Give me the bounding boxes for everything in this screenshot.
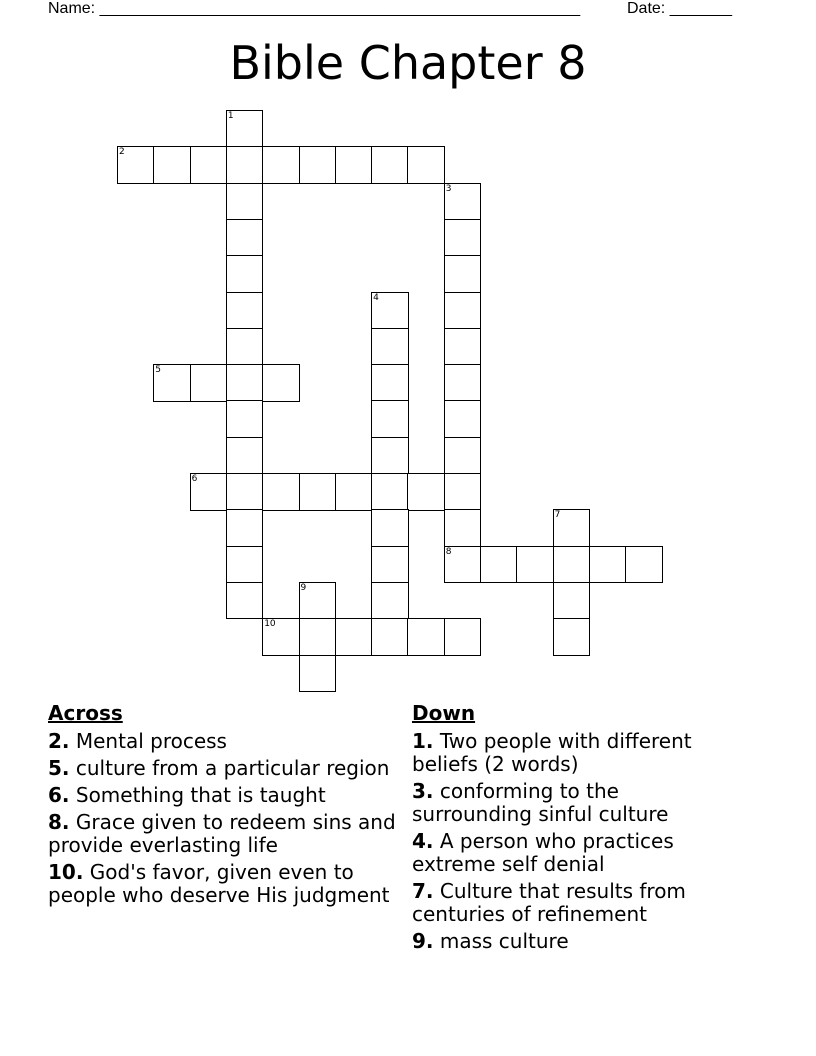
clue-number: 5.	[48, 756, 70, 780]
clue-text: culture from a particular region	[69, 756, 390, 780]
clue-number: 7.	[412, 879, 434, 903]
clue-number: 10.	[48, 860, 84, 884]
date-label: Date: _______	[627, 0, 732, 17]
clue-text: Mental process	[69, 729, 227, 753]
clue-text: Something that is taught	[69, 783, 326, 807]
grid-cell[interactable]	[190, 473, 228, 511]
grid-cell[interactable]	[226, 400, 264, 438]
grid-cell[interactable]	[553, 509, 591, 547]
clue-number: 6.	[48, 783, 70, 807]
grid-cell[interactable]	[553, 618, 591, 656]
grid-cell[interactable]	[371, 328, 409, 366]
clue-number-label: 2	[119, 147, 125, 158]
grid-cell[interactable]	[299, 582, 337, 620]
grid-cell[interactable]	[335, 473, 373, 511]
clue-text: conforming to the surrounding sinful culture	[412, 779, 669, 826]
grid-cell[interactable]	[371, 364, 409, 402]
down-clue	[412, 930, 742, 953]
across-clues	[48, 702, 408, 911]
grid-cell[interactable]	[371, 618, 409, 656]
grid-cell[interactable]	[335, 146, 373, 184]
grid-cell[interactable]	[226, 546, 264, 584]
across-clue	[48, 784, 408, 807]
grid-cell[interactable]	[625, 546, 663, 584]
grid-cell[interactable]	[226, 437, 264, 475]
grid-cell[interactable]	[444, 437, 482, 475]
grid-cell[interactable]	[480, 546, 518, 584]
grid-cell[interactable]	[444, 546, 482, 584]
grid-cell[interactable]	[444, 328, 482, 366]
grid-cell[interactable]	[444, 509, 482, 547]
grid-cell[interactable]	[153, 146, 191, 184]
grid-cell[interactable]	[444, 292, 482, 330]
grid-cell[interactable]	[226, 146, 264, 184]
clue-text: A person who practices extreme self denial	[412, 829, 674, 876]
grid-cell[interactable]	[226, 582, 264, 620]
grid-cell[interactable]	[444, 255, 482, 293]
grid-cell[interactable]	[299, 655, 337, 693]
across-clue	[48, 861, 408, 907]
clue-number-label: 7	[554, 510, 561, 521]
clue-text: Two people with different beliefs (2 words)	[412, 729, 692, 776]
down-clue	[412, 780, 742, 826]
across-clue	[48, 757, 408, 780]
grid-cell[interactable]	[371, 437, 409, 475]
clue-number-label: 10	[264, 619, 276, 630]
clue-text: mass culture	[433, 929, 569, 953]
name-label: Name: ______________________________________________________	[48, 0, 581, 17]
clue-number: 9.	[412, 929, 434, 953]
clue-number-label: 4	[373, 292, 379, 303]
grid-cell[interactable]	[262, 364, 300, 402]
grid-cell[interactable]	[117, 146, 155, 184]
grid-cell[interactable]	[226, 364, 264, 402]
grid-cell[interactable]	[444, 473, 482, 511]
page-title: Bible Chapter 8	[229, 36, 587, 90]
grid-cell[interactable]	[262, 618, 300, 656]
grid-cell[interactable]	[407, 146, 445, 184]
clue-number: 3.	[412, 779, 434, 803]
clue-number: 8.	[48, 810, 70, 834]
clue-number-label: 9	[300, 582, 307, 593]
down-clue	[412, 730, 742, 776]
grid-cell[interactable]	[226, 110, 264, 148]
grid-cell[interactable]	[444, 618, 482, 656]
grid-cell[interactable]	[190, 146, 228, 184]
clue-number: 4.	[412, 829, 434, 853]
clue-number: 2.	[48, 729, 70, 753]
clue-text: Culture that results from centuries of refinement	[412, 879, 686, 926]
grid-cell[interactable]	[553, 546, 591, 584]
grid-cell[interactable]	[371, 509, 409, 547]
grid-cell[interactable]	[153, 364, 191, 402]
grid-cell[interactable]	[371, 546, 409, 584]
grid-cell[interactable]	[407, 473, 445, 511]
grid-cell[interactable]	[299, 473, 337, 511]
down-heading: Down	[412, 701, 476, 725]
grid-cell[interactable]	[589, 546, 627, 584]
clue-number: 1.	[412, 729, 434, 753]
grid-cell[interactable]	[444, 183, 482, 221]
clue-number-label: 5	[155, 365, 162, 376]
grid-cell[interactable]	[335, 618, 373, 656]
grid-cell[interactable]	[226, 509, 264, 547]
grid-cell[interactable]	[553, 582, 591, 620]
grid-cell[interactable]	[299, 618, 337, 656]
grid-cell[interactable]	[226, 328, 264, 366]
grid-cell[interactable]	[371, 582, 409, 620]
grid-cell[interactable]	[444, 219, 482, 257]
clue-number-label: 6	[191, 474, 198, 484]
grid-cell[interactable]	[371, 473, 409, 511]
clue-number-label: 3	[445, 183, 452, 194]
down-clues	[412, 702, 742, 957]
grid-cell[interactable]	[299, 146, 337, 184]
grid-cell[interactable]	[407, 618, 445, 656]
clue-number-label: 1	[227, 111, 234, 121]
clue-text: Grace given to redeem sins and provide everlasting life	[48, 810, 396, 857]
grid-cell[interactable]	[190, 364, 228, 402]
grid-cell[interactable]	[226, 292, 264, 330]
grid-cell[interactable]	[444, 400, 482, 438]
clue-number-label: 8	[445, 546, 452, 557]
grid-cell[interactable]	[371, 146, 409, 184]
across-heading: Across	[48, 701, 123, 725]
grid-cell[interactable]	[516, 546, 554, 584]
across-clue	[48, 730, 408, 753]
grid-cell[interactable]	[226, 219, 264, 257]
grid-cell[interactable]	[371, 292, 409, 330]
grid-cell[interactable]	[226, 255, 264, 293]
down-clue	[412, 830, 742, 876]
across-clue	[48, 811, 408, 857]
down-clue	[412, 880, 742, 926]
grid-cell[interactable]	[226, 473, 264, 511]
grid-cell[interactable]	[371, 400, 409, 438]
grid-cell[interactable]	[262, 473, 300, 511]
grid-cell[interactable]	[444, 364, 482, 402]
grid-cell[interactable]	[226, 183, 264, 221]
clue-text: God's favor, given even to people who deserve His judgment	[48, 860, 390, 907]
grid-cell[interactable]	[262, 146, 300, 184]
